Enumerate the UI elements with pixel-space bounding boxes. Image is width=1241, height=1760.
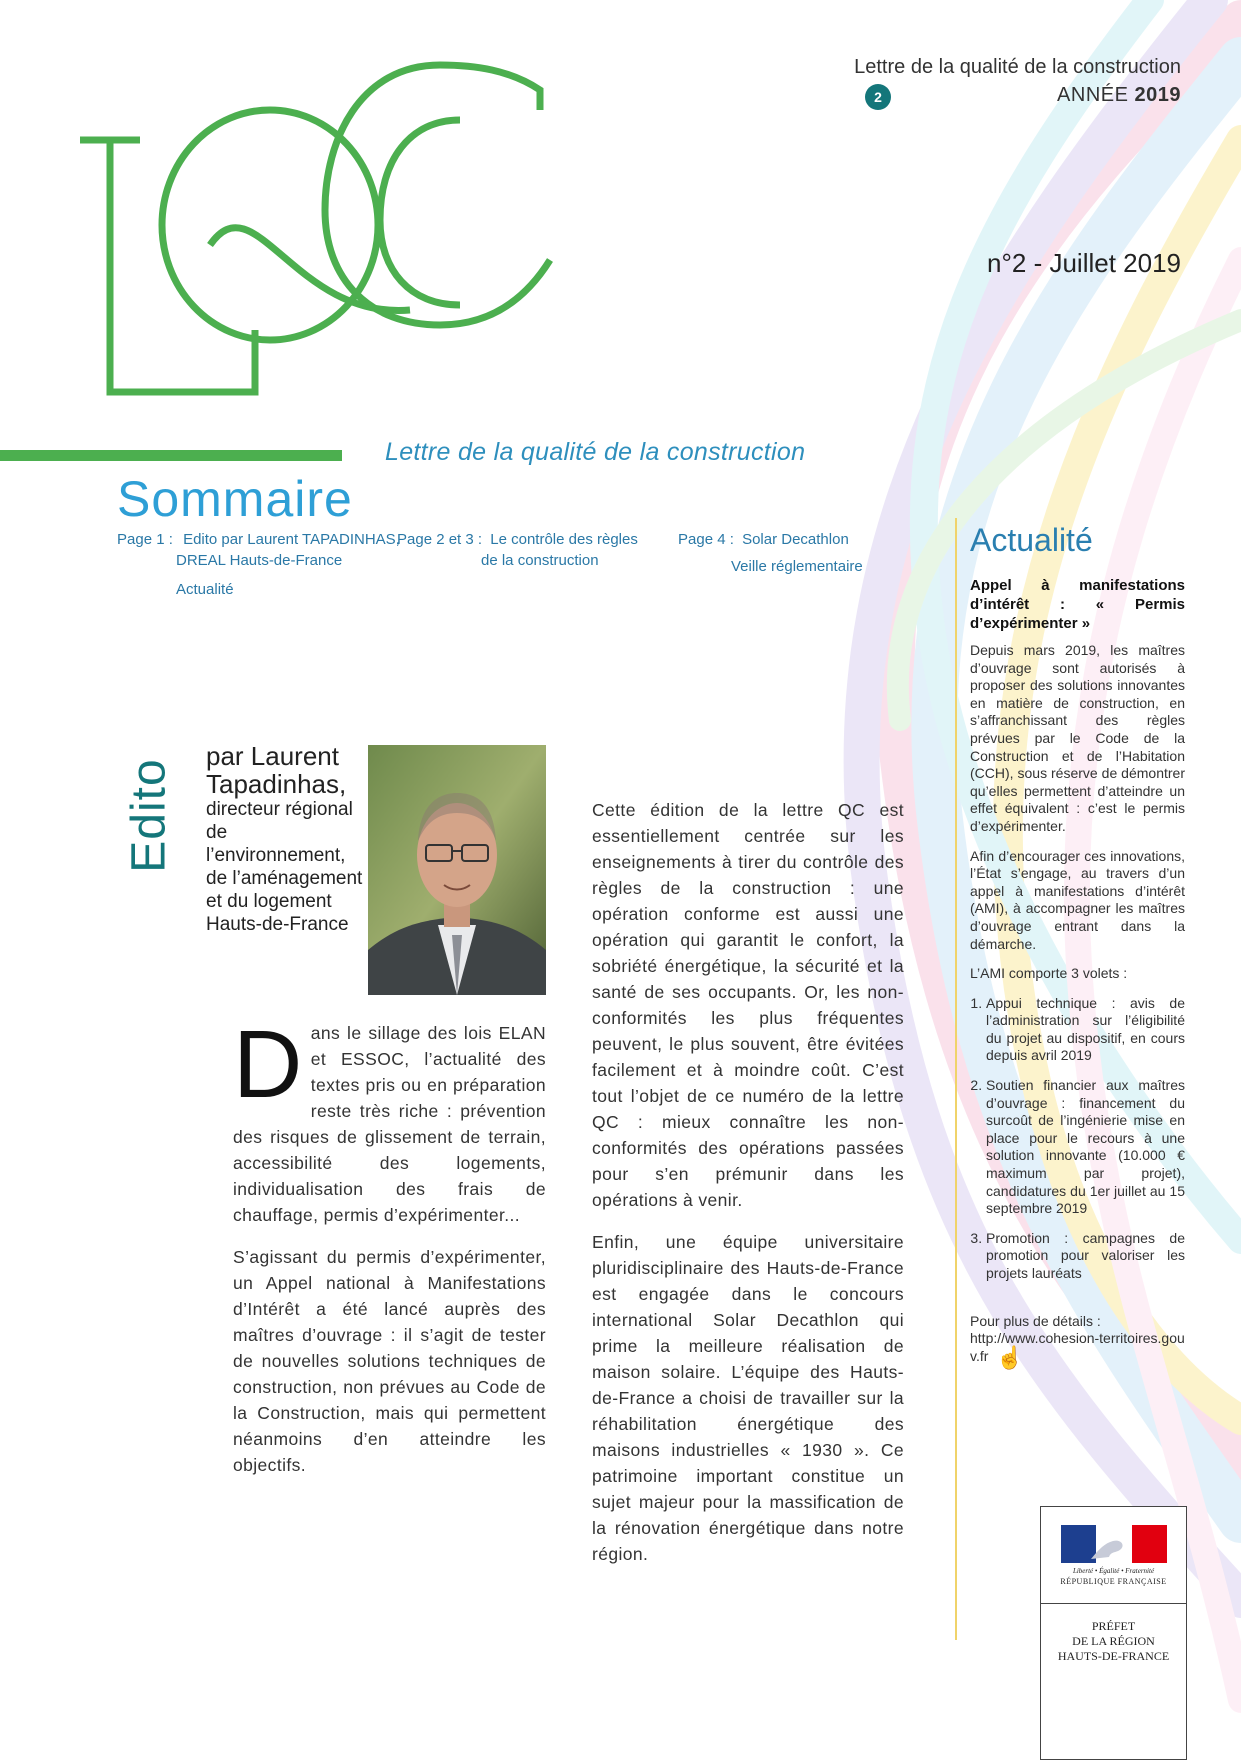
toc-line: Solar Decathlon [742, 531, 849, 548]
toc-page-label: Page 2 et 3 : [397, 531, 483, 548]
edito-author [206, 742, 366, 936]
year-value: 2019 [1134, 84, 1181, 106]
subtitle: Lettre de la qualité de la construction [385, 438, 806, 466]
sommaire-title: Sommaire [117, 471, 353, 527]
pointing-hand-icon: ☝ [996, 1344, 1024, 1370]
edito-column-1 [233, 1011, 546, 1494]
toc-entry-veille[interactable]: Veille réglementaire [731, 558, 863, 575]
actualite-body [970, 642, 1185, 1370]
details-label: Pour plus de détails : [970, 1312, 1101, 1329]
author-role-line: Hauts-de-France [206, 914, 349, 935]
edito-paragraph-text: ans le sillage des lois ELAN et ESSOC, l’actualité des textes pris ou en préparation reste très riche : prévention des risques de glissement de terrain, accessibilité des logements, individualisation des frais de chauffage, permis d’expérimenter... [233, 1023, 546, 1225]
toc-page-label: Page 1 : [117, 531, 173, 548]
toc-entry-page-4[interactable] [678, 529, 849, 550]
edito-paragraph [233, 1011, 546, 1228]
toc-line: Edito par Laurent TAPADINHAS, [183, 531, 400, 548]
toc-entry-page-1[interactable] [117, 529, 400, 571]
edito-paragraph: S’agissant du permis d’expérimenter, un Appel national à Manifestations d’Intérêt a été lancé auprès des maîtres d’ouvrage : il s’agit de tester de nouvelles solutions techniques de construction, non prévues au Code de la Construction, mais qui permettent néanmoins d’en atteindre les objectifs. [233, 1247, 546, 1475]
sidebar-divider [955, 518, 957, 1640]
edito-column-2 [592, 797, 904, 1583]
lqc-logo [80, 60, 640, 410]
ami-volets-list [970, 995, 1185, 1283]
list-item: 2. Soutien financier aux maîtres d’ouvrage : financement du surcoût de l’ingénierie mise en place pour le recours à une solution innovante (10.000 € maximum par projet), candidatures du 1er juillet au 15 septembre 2019 [986, 1077, 1185, 1218]
actualite-paragraph: L’AMI comporte 3 volets : [970, 965, 1128, 982]
details-block [970, 1312, 1185, 1370]
edito-paragraph: Enfin, une équipe universitaire pluridisciplinaire des Hauts-de-France est engagée dans le concours international Solar Decathlon qui prime la meilleure réalisation de maison solaire. L’équipe des Hauts-de-France a choisi de travailler sur la réhabilitation énergétique des maisons industrielles « 1930 ». Ce patrimoine important constitue un sujet majeur pour la massification de la rénovation énergétique dans notre région. [592, 1232, 904, 1564]
marianne-flag-icon [1061, 1525, 1167, 1563]
author-role-line: de l’environnement, [206, 822, 346, 866]
author-name-line-2: Tapadinhas, [206, 769, 347, 799]
toc-entry-actualite[interactable]: Actualité [176, 581, 234, 598]
year-label: ANNÉE [1057, 84, 1129, 106]
author-role-line: de l’aménagement [206, 868, 363, 889]
actualite-paragraph: Depuis mars 2019, les maîtres d’ouvrage sont autorisés à proposer des solutions innovantes en matière de construction, en s’affranchissant des règles prévues par le Code de la Construction et de l’Habitation (CCH), sous réserve de démontrer qu’elles permettent d’atteindre un effet équivalent : c’est le permis d’expérimenter. [970, 642, 1185, 834]
prefet-line: DE LA RÉGION [1072, 1634, 1155, 1648]
prefet-label [1041, 1619, 1186, 1664]
edito-paragraph: Cette édition de la lettre QC est essentiellement centrée sur les enseignements à tirer du contrôle des règles de la construction : une opération conforme est aussi une opération qui garantit le confort, la sobriété énergétique, la sécurité et la santé de ses occupants. Or, les non-conformités les plus fréquentes peuvent, le plus souvent, être évitées facilement et à moindre coût. C’est tout l’objet de ce numéro de la lettre QC : mieux connaître les non-conformités des opérations passées pour s’en prémunir dans les opérations à venir. [592, 800, 904, 1210]
edito-label-wrapper [112, 748, 192, 873]
edito-label: Edito [122, 758, 176, 873]
actualite-heading: Appel à manifestations d’intérêt : « Permis d’expérimenter » [970, 577, 1185, 632]
issue-number-badge: 2 [865, 84, 891, 110]
green-divider [0, 450, 342, 461]
prefet-line: HAUTS-DE-FRANCE [1057, 1649, 1170, 1663]
drop-cap: D [233, 1011, 303, 1118]
list-item: 1. Appui technique : avis de l’administration sur l’éligibilité du projet au dispositif, en cours depuis avril 2019 [986, 995, 1185, 1065]
actualite-title: Actualité [970, 522, 1093, 558]
issue-date: n°2 - Juillet 2019 [987, 248, 1181, 278]
actualite-paragraph: Afin d’encourager ces innovations, l’État s’engage, au travers d’un appel à manifestations d’intérêt (AMI), à accompagner les maîtres d’ouvrage entrant dans la démarche. [970, 847, 1185, 952]
logo-separator [1041, 1603, 1186, 1604]
prefecture-logo [1040, 1506, 1187, 1760]
prefet-line: PRÉFET [1091, 1619, 1136, 1633]
toc-line: Le contrôle des règles [490, 531, 638, 548]
portrait-photo [368, 745, 546, 995]
author-name-line-1: par Laurent [206, 741, 339, 771]
toc-line: DREAL Hauts-de-France [176, 552, 343, 569]
details-link[interactable]: http://www.cohesion-territoires.gouv.fr [970, 1330, 1185, 1364]
republic-name: RÉPUBLIQUE FRANÇAISE [1060, 1577, 1167, 1586]
author-role-line: directeur régional [206, 799, 353, 820]
toc-page-label: Page 4 : [678, 531, 734, 548]
header-title: Lettre de la qualité de la construction [854, 56, 1181, 78]
toc-line: de la construction [481, 552, 599, 569]
list-item: 3. Promotion : campagnes de promotion pour valoriser les projets lauréats [986, 1230, 1185, 1283]
author-role-line: et du logement [206, 891, 332, 912]
republic-motto: Liberté • Égalité • Fraternité [1072, 1567, 1155, 1575]
toc-entry-page-2-3[interactable] [397, 529, 638, 571]
header-year [1057, 84, 1181, 107]
